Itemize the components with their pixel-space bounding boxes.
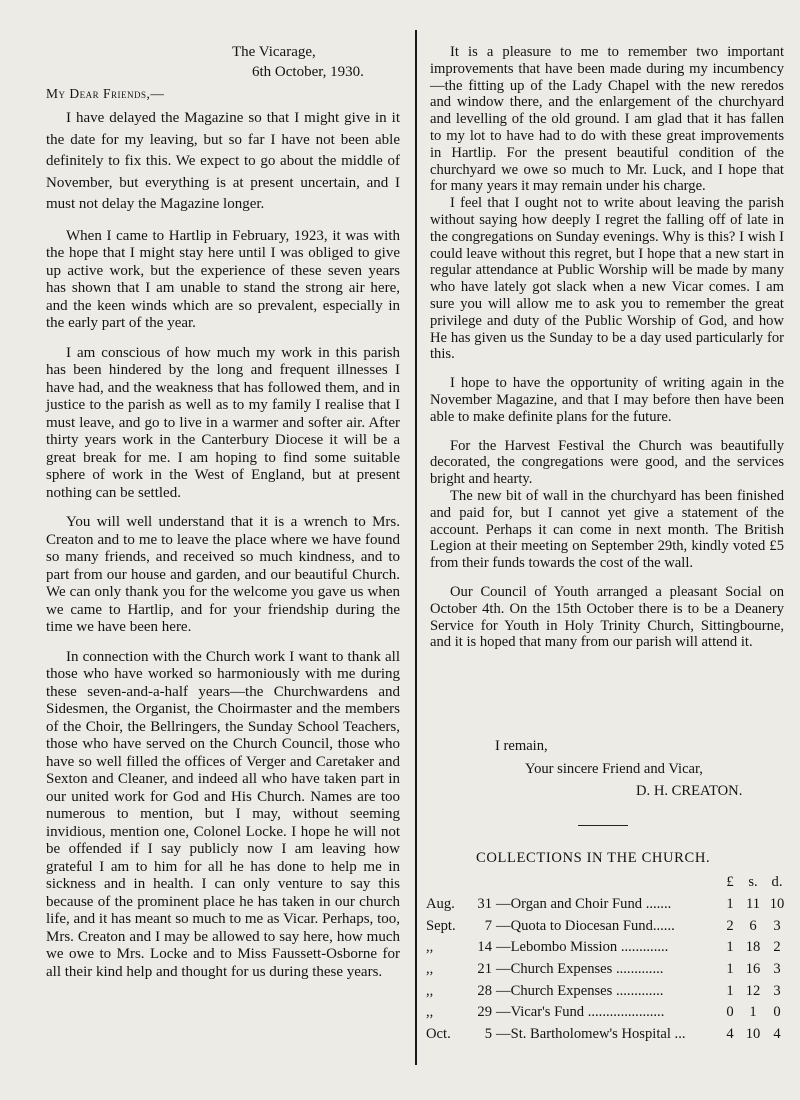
row-description: —St. Bartholomew's Hospital ... (496, 1026, 686, 1043)
row-day: 7 (484, 917, 492, 934)
row-description: —Vicar's Fund ..................... (496, 1004, 665, 1021)
row-description: —Quota to Diocesan Fund...... (496, 917, 675, 934)
collections-title: COLLECTIONS IN THE CHURCH. (476, 850, 711, 866)
row-pounds: 4 (726, 1026, 734, 1043)
row-shillings: 1 (749, 1004, 757, 1021)
closing-friend: Your sincere Friend and Vicar, (525, 761, 703, 777)
row-month: ,, (426, 982, 434, 999)
row-pounds: 1 (726, 982, 734, 999)
row-pence: 3 (773, 961, 781, 978)
row-shillings: 16 (745, 961, 761, 978)
paragraph: I am conscious of how much my work in this parish has been hindered by the long and frequent illnesses I have had, and the weakness that has followed them, and in justice to the parish as well as to my family I realise that I must leave, and go to live in a warmer and softer air. After thirty years work in the Canterbury Diocese it will be a great break for me. I am hoping to find some suitable sphere of work in the West of England, but at present nothing can be settled. (46, 344, 400, 501)
row-pence: 4 (773, 1026, 781, 1043)
row-description: —Church Expenses ............. (496, 961, 664, 978)
paragraph: It is a pleasure to me to remember two important improvements that have been made during my incumbency—the fitting up of the Lady Chapel with the new reredos and window there, and the enlargement of the churchyard and levelling of the old ground. I am glad that it has fallen to my lot to have had to do with these great improvements in Hartlip. For the present beautiful condition of the churchyard we owe so much to Mr. Luck, and I hope that for many years it may remain under his charge. (430, 44, 784, 195)
row-description: —Organ and Choir Fund ....... (496, 896, 672, 912)
row-pounds: 1 (726, 939, 734, 956)
row-pence: 0 (773, 1004, 781, 1021)
header-pounds: £ (726, 874, 734, 890)
row-day: 31 (477, 896, 492, 912)
row-shillings: 6 (749, 917, 757, 934)
row-shillings: 12 (745, 982, 761, 999)
row-shillings: 10 (745, 1026, 761, 1043)
table-row (426, 939, 786, 961)
paragraph: I have delayed the Magazine so that I might give in it the date for my leaving, but so far I have not been able definitely to fix this. We expect to go about the middle of November, but everything is at present uncertain, and I must not delay the Magazine longer. (46, 110, 400, 212)
row-month: ,, (426, 1004, 434, 1021)
row-pence: 10 (769, 896, 785, 912)
row-description: —Church Expenses ............. (496, 982, 664, 999)
letter-date: 6th October, 1930. (252, 64, 364, 80)
paragraph: In connection with the Church work I want to thank all those who have worked so harmoniously with me during these seven-and-a-half years—the Churchwardens and Sidesmen, the Organist, the Choirmaster and the members of the Choir, the Bellringers, the Sunday School Teachers, those who have served on the Church Council, those who have so well filled the offices of Verger and Caretaker and Sexton and Cleaner, and indeed all who have taken part in our united work for God and His Church. Names are too numerous to mention, but I may, without seeming invidious, mention one, Colonel Locke. I hope he will not be offended if I say publicly now I am leaving how grateful I am to him for all he has done to help me in sickness and in health. I can only venture to say this because of the prominent place he has taken in our church life, and it has meant so much to me as Vicar. Perhaps, too, Mrs. Creaton and I may be allowed to say here, how much we owe to Mrs. Locke and to Miss Faussett-Osborne for all their kind help and thought for us during these years. (46, 648, 400, 980)
collections-rows (426, 896, 786, 1048)
row-month: ,, (426, 961, 434, 978)
closing-remain: I remain, (495, 738, 548, 754)
row-pence: 2 (773, 939, 781, 956)
signature: D. H. CREATON. (636, 783, 743, 799)
table-row (426, 1004, 786, 1026)
row-pounds: 1 (726, 896, 734, 912)
row-day: 5 (484, 1026, 492, 1043)
left-column-text (46, 108, 400, 993)
table-row (426, 896, 786, 918)
right-column-text (430, 44, 784, 663)
row-pounds: 0 (726, 1004, 734, 1021)
row-day: 14 (477, 939, 492, 956)
row-day: 29 (477, 1004, 492, 1021)
row-description: —Lebombo Mission ............. (496, 939, 669, 956)
row-pence: 3 (773, 917, 781, 934)
row-shillings: 11 (745, 896, 761, 912)
row-day: 28 (477, 982, 492, 999)
paragraph: The new bit of wall in the churchyard has been finished and paid for, but I cannot yet give a statement of the account. Perhaps it can come in next month. The British Legion at their meeting on September 29th, kindly voted £5 from their funds towards the cost of the wall. (430, 487, 784, 572)
letter-place: The Vicarage, (232, 44, 316, 60)
collections-header-row (426, 874, 786, 896)
header-shillings: s. (748, 874, 758, 890)
paragraph: Our Council of Youth arranged a pleasant Social on October 4th. On the 15th October there is to be a Deanery Service for Youth in Holy Trinity Church, Sittingbourne, and it is hoped that many from our parish will attend it. (430, 583, 784, 651)
column-divider (415, 30, 417, 1065)
row-month: Aug. (426, 896, 455, 912)
table-row (426, 918, 786, 940)
row-pence: 3 (773, 982, 781, 999)
row-month: Sept. (426, 917, 456, 934)
table-row (426, 1026, 786, 1048)
row-month: ,, (426, 939, 434, 956)
paragraph: I feel that I ought not to write about leaving the parish without saying how deeply I regret the falling off of late in the congregations on Sunday evenings. Why is this? I wish I could leave without this regret, but I hope that a new start in regular attendance at Public Worship will be made by many who have lately got slack when a new Vicar comes. I am sure you will allow me to ask you to remember the great privilege and duty of the Public Worship of God, and how He has given us the Sunday to be a day used particularly for this. (430, 195, 784, 363)
table-row (426, 983, 786, 1005)
paragraph: I hope to have the opportunity of writing again in the November Magazine, and that I may before then have been able to make definite plans for the future. (430, 375, 784, 425)
collections-table (426, 874, 786, 1048)
row-day: 21 (477, 961, 492, 978)
separator-rule (578, 825, 628, 826)
paragraph: For the Harvest Festival the Church was beautifully decorated, the congregations were good, and the services bright and hearty. (430, 437, 784, 488)
row-pounds: 1 (726, 961, 734, 978)
row-shillings: 18 (745, 939, 761, 956)
row-pounds: 2 (726, 917, 734, 934)
header-pence: d. (771, 874, 783, 890)
letter-salutation: My Dear Friends,— (46, 86, 165, 101)
row-month: Oct. (426, 1026, 451, 1043)
paragraph: You will well understand that it is a wrench to Mrs. Creaton and to me to leave the place where we have found so many friends, and received so much kindness, and to part from our house and garden, and our beautiful Church. We can only thank you for the welcome you gave us when we came to Hartlip, and for your friendship during the time we have been here. (46, 514, 400, 635)
paragraph: When I came to Hartlip in February, 1923, it was with the hope that I might stay here until I was obliged to give up active work, but the experience of these seven years has shown that I am unable to stand the strong air here, and the keen winds which are so prevalent, especially in the early part of the year. (46, 227, 400, 331)
table-row (426, 961, 786, 983)
